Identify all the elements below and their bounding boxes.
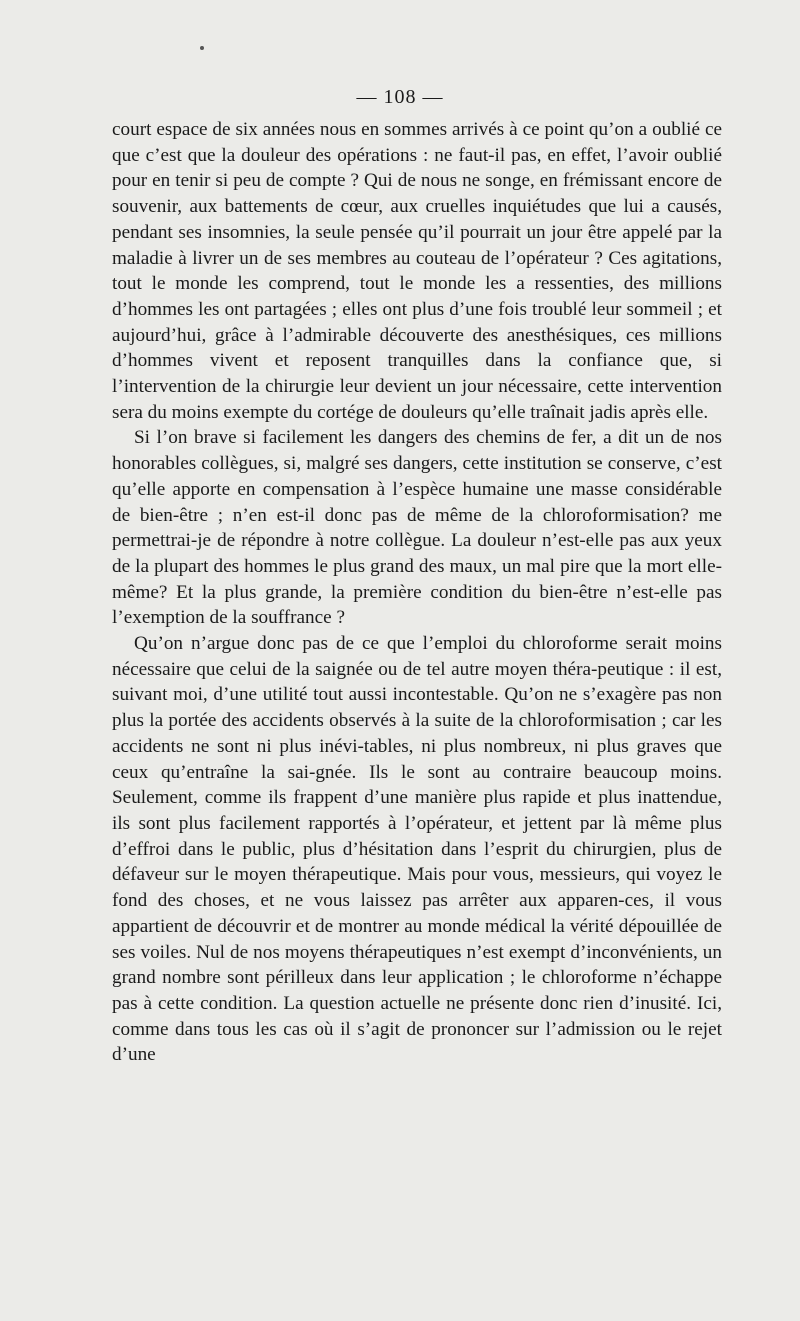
page-number-header: — 108 — (356, 86, 444, 108)
ink-speck (200, 46, 204, 50)
page-body (112, 117, 722, 1068)
paragraph-continuation: court espace de six années nous en sommes arrivés à ce point qu’on a oublié ce que c’est que la douleur des opérations : ne faut-il pas, en effet, l’avoir oublié pour en tenir si peu de compte ? Qui de nous ne songe, en frémissant encore de souvenir, aux battements de cœur, aux cruelles inquiétudes que lui a causés, pendant ses insomnies, la seule pensée qu’il pourrait un jour être appelé par la maladie à livrer un de ses membres au couteau de l’opérateur ? Ces agitations, tout le monde les comprend, tout le monde les a ressenties, des millions d’hommes les ont partagées ; elles ont plus d’une fois troublé leur sommeil ; et aujourd’hui, grâce à l’admirable découverte des anesthésiques, ces millions d’hommes vivent et reposent tranquilles dans la confiance que, si l’intervention de la chirurgie leur devient un jour nécessaire, cette intervention sera du moins exempte du cortége de douleurs qu’elle traînait jadis après elle. (112, 119, 722, 423)
paragraph-chloroform: Qu’on n’argue donc pas de ce que l’emploi du chloroforme serait moins nécessaire que celui de la saignée ou de tel autre moyen théra-peutique : il est, suivant moi, d’une utilité tout aussi incontestable. Qu’on ne s’exagère pas non plus la portée des accidents observés à la suite de la chloroformisation ; car les accidents ne sont ni plus inévi-tables, ni plus nombreux, ni plus graves que ceux qu’entraîne la sai-gnée. Ils le sont au contraire beaucoup moins. Seulement, comme ils frappent d’une manière plus rapide et plus inattendue, ils sont plus facilement rapportés à l’opérateur, et jettent par là même plus d’effroi dans le public, plus d’hésitation dans l’esprit du chirurgien, plus de défaveur sur le moyen thérapeutique. Mais pour vous, messieurs, qui voyez le fond des choses, et ne vous laissez pas arrêter aux apparen-ces, il vous appartient de découvrir et de montrer au monde médical la vérité dépouillée de ses voiles. Nul de nos moyens thérapeutiques n’est exempt d’inconvénients, un grand nombre sont périlleux dans leur application ; le chloroforme n’échappe pas à cette condition. La question actuelle ne présente donc rien d’inusité. Ici, comme dans tous les cas où il s’agit de prononcer sur l’admission ou le rejet d’une (112, 633, 722, 1066)
paragraph-railways: Si l’on brave si facilement les dangers des chemins de fer, a dit un de nos honorables collègues, si, malgré ses dangers, cette institution se conserve, c’est qu’elle apporte en compensation à l’espèce humaine une masse considérable de bien-être ; n’en est-il donc pas de même de la chloroformisation? me permettrai-je de répondre à notre collègue. La douleur n’est-elle pas aux yeux de la plupart des hommes le plus grand des maux, un mal pire que la mort elle-même? Et la plus grande, la première condition du bien-être n’est-elle pas l’exemption de la souffrance ? (112, 427, 722, 629)
